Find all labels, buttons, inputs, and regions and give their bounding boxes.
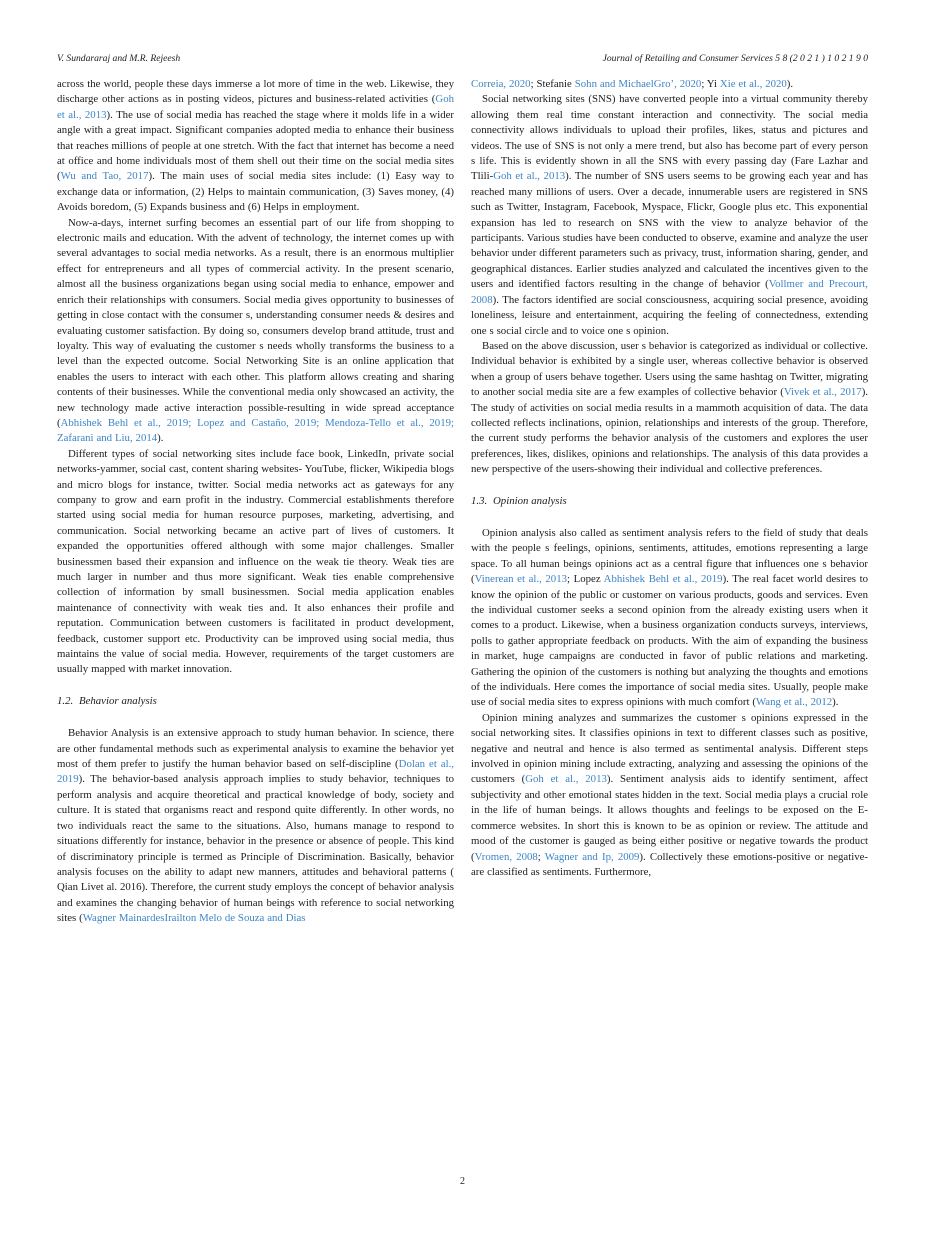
paragraph: [57, 216, 454, 447]
text-run: ).: [832, 696, 839, 709]
citation-link[interactable]: Vivek et al., 2017: [783, 386, 862, 399]
text-run: ). The study of activities on social media results in a mammoth acquisition of data. The data collected reflects inclinations, opinion, relationships and interests of the group. Therefore, the current study performs the behavior analysis of the customers and explores the user preferences, likes, dislikes, opinions and relationships. The analysis of this data provides a new perspective of the users-showing their individual and collective preferences.: [471, 386, 868, 476]
text-run: Based on the above discussion, user s behavior is categorized as individual or collective. Individual behavior is exhibited by a single user, whereas collective behavior is observed when a group of users behave together. Users using the same hashtag on Twitter, migrating to another social media site are a few examples of collective behavior (: [471, 339, 868, 399]
header-authors: V. Sundararaj and M.R. Rejeesh: [57, 53, 181, 64]
text-run: across the world, people these days immerse a lot more of time in the web. Likewise, they discharge other actions as in posting videos, pictures and business-related activities (: [57, 78, 454, 106]
text-run: ; Lopez: [567, 573, 604, 586]
paragraph: [471, 339, 868, 478]
text-run: Opinion mining analyzes and summarizes the customer s opinions expressed in the social networking sites. It classifies opinions in text to different classes such as positive, negative and neutral and hence is also termed as sentimental analysis. Different steps involved in opinion mining include extracting, analyzing and assessing the opinions of the customers (: [471, 711, 868, 786]
paragraph: [471, 92, 868, 339]
citation-link[interactable]: Abhishek Behl et al., 2019; Lopez and Castaño, 2019; Mendoza-Tello et al., 2019; Zafarani and Liu, 2014: [57, 416, 454, 445]
citation-link[interactable]: Wu and Tao, 2017: [60, 170, 149, 183]
header-journal-title: Journal of Retailing and Consumer Services 5 8 (2 0 2 1 ) 1 0 2 1 9 0: [602, 53, 868, 64]
citation-link[interactable]: Wagner and Ip, 2009: [544, 850, 640, 863]
citation-link[interactable]: Dolan et al., 2019: [57, 758, 454, 786]
paragraph: [57, 447, 454, 678]
text-run: ). Sentiment analysis aids to identify sentiment, affect subjectivity and other emotional states hidden in the text. Social media plays a crucial role in the life of human beings. It allows thoughts and feelings to be exposed on the E-commerce websites. In short this is known to be as opinion or review. The attitude and mood of the customer is gauged as being either positive or negative towards the product (: [471, 773, 868, 863]
paragraph: [57, 726, 454, 926]
citation-link[interactable]: Goh et al., 2013: [493, 170, 566, 183]
text-run: ).: [786, 78, 794, 90]
citation-link[interactable]: Wang et al., 2012: [755, 696, 833, 709]
page-header: [57, 53, 868, 64]
text-run: ). The factors identified are social consciousness, acquiring social presence, avoiding loneliness, leisure and entertainment, acquiring the feeling of connectedness, extending one s social circle and to voice one s opinion.: [471, 293, 868, 337]
text-run: Now-a-days, internet surfing becomes an essential part of our life from shopping to electronic mails and education. With the advent of technology, the internet comes up with several advantages to social media networks. As a result, there is an enormous multiplier effect for entrepreneurs and all types of commercial activity. In the present scenario, almost all the business organizations began using social media to enhance, empower and enrich their relationships with consumers. Social media gives opportunity to businesses of getting in close contact with the consumer s, understanding consumer needs & desires and evaluating customer satisfaction. By doing so, consumers develop brand attitude, trust and loyalty. This way of evaluating the customer s needs wholly transforms the business to a level than the expected outcome. Social Networking Site is an online application that enables the users to interact with each other. This platform allows creating and sharing contents of their businesses. While the conventional media only showcased an activity, the new technology made active interaction possible-resulting in wide spread acceptance (: [57, 216, 454, 429]
citation-link[interactable]: Vollmer and Precourt, 2008: [471, 278, 868, 306]
paragraph: [57, 77, 454, 216]
page-number: 2: [460, 1176, 465, 1187]
paragraph: [471, 711, 868, 880]
section-heading: 1.2. Behavior analysis: [57, 694, 157, 707]
citation-link[interactable]: Xie et al., 2020: [719, 78, 787, 90]
citation-link[interactable]: Goh et al., 2013: [525, 773, 607, 786]
text-run: ). The main uses of social media sites include: (1) Easy way to exchange data or information, (2) Helps to maintain communication, (3) Saves money, (4) Avoids boredom, (5) Expands business and (6) Helps in employment.: [57, 170, 455, 214]
citation-link[interactable]: Abhishek Behl et al., 2019: [603, 573, 723, 586]
text-run: ; Stefanie: [530, 78, 575, 90]
section-heading: 1.3. Opinion analysis: [471, 494, 567, 507]
text-run: ; Yi: [701, 78, 720, 90]
text-run: ). The behavior-based analysis approach implies to study behavior, techniques to perform analysis and acquire theoretical and practical knowledge of body, society and culture. It is stated that organisms react and respond quite differently. In other words, no two individuals react the same to the situations. Also, humans manage to respond to situations differently for instance, behavior in the presence or absence of people. This kind of discriminatory principle is termed as Principle of Discrimination. Basically, behavior analysis focuses on the ability to adapt new manners, attitudes and behavioral patterns ( Qian Livet al. 2016). Therefore, the current study employs the concept of behavior analysis and examines the changing behavior of human beings with reference to social networking sites (: [57, 773, 454, 925]
text-run: ). The number of SNS users seems to be growing each year and has reached many millions of users. Over a decade, innumerable users are registered in SNS such as Twitter, Instagram, Facebook, Myspace, Flickr, Google plus etc. This exponential expansion has led to research on SNS with the view to analyze behavior of the participants. Various studies have been conducted to observe, examine and analyze the user behavior under different parameters such as privacy, trust, information sharing, gender, and geographical distances. Earlier studies analyzed and calculated the incentives given to the users and identified factors resulting in the change of behavior (: [471, 170, 868, 291]
citation-link[interactable]: Correia, 2020: [471, 78, 531, 90]
page-footer: [0, 1176, 925, 1187]
text-run: ;: [537, 850, 545, 863]
text-run: ). The use of social media has reached the stage where it molds life in a wider angle with a great impact. Significant companies adopted media to enhance their business that reaches millions of people at one stretch. With the fact that internet has become a need at office and home individuals most of them shell out their time on the social media sites (: [57, 108, 455, 183]
text-run: Social networking sites (SNS) have converted people into a virtual community thereby allowing them real time constant interaction and connectivity. The social media connectivity allows individuals to upload their profiles, likes, status and pictures and videos. The use of SNS is not only a mere trend, but also has become part of every person s life. This is evidently shown in all the SNS with every passing day (Fare Lazhar and Tlili-: [471, 93, 868, 183]
citation-link[interactable]: Sohn and MichaelGro’, 2020: [574, 78, 702, 90]
left-column: [57, 77, 454, 927]
page-content: [57, 77, 868, 927]
right-column: [471, 77, 868, 927]
citation-link[interactable]: Goh et al., 2013: [57, 93, 454, 121]
paragraph: [471, 77, 868, 92]
text-run: Different types of social networking sites include face book, LinkedIn, private social networks-yammer, social cast, content sharing websites- YouTube, flicker, Wikipedia blogs and micro blogs for instance, twitter. Social media networks act as gateways for any company to grow and earn profit in the industry. Commercial establishments therefore started using social media for human resource purposes, marketing, advertising, and communication. Social networking became an active part of lives of customers. It expanded the opportunities offered although with some major challenges. Smaller businessmen based their expansion and influence on the weak tie theory. Weak ties are much larger in number and thus more significant. Weak ties enable comprehensive collection of information by small businessmen. Social media application enables maintenance of connectivity with weak ties and. It also enhances their profile and reputation. Communication between customers is facilitated in product development, feedback, customer support etc. Productivity can be improved using social media, thus maintains the value of social media. However, requirements of the target customers are usually mapped with market innovation.: [57, 447, 454, 676]
citation-link[interactable]: Wagner MainardesIrailton Melo de Souza and Dias: [82, 912, 306, 925]
text-run: Behavior Analysis is an extensive approach to study human behavior. In science, there are other fundamental methods such as experimental analysis to examine the behavior yet most of them prefer to justify the human behavior based on self-discipline (: [57, 727, 454, 771]
text-run: Opinion analysis also called as sentiment analysis refers to the field of study that deals with the people s feelings, opinions, sentiments, attitudes, emotions representing a large space. To all human beings opinions act as a central figure that influences one s behavior (: [471, 526, 868, 586]
citation-link[interactable]: Vinerean et al., 2013: [474, 573, 568, 586]
citation-link[interactable]: Vromen, 2008: [474, 850, 538, 863]
text-run: ). The real facet world desires to know the opinion of the public or customer on various products, goods and services. Even the individual customer seeks a second opinion from the already existing users when it comes to a product. Likewise, when a business organization conducts surveys, interviews, polls to gather appropriate feedback on products. With the aim of expanding the business in market, huge campaigns are conducted in favor of public relations and marketing. Gathering the opinion of the customers is nothing but analyzing the thoughts and emotions of the individuals. Here comes the importance of social media sites. Usually, people make use of social media sites to express opinions with much comfort (: [471, 573, 868, 709]
paragraph: [471, 526, 868, 711]
text-run: ).: [157, 432, 164, 445]
text-run: ). Collectively these emotions-positive or negative-are classified as sentiments. Furthermore,: [471, 850, 868, 878]
